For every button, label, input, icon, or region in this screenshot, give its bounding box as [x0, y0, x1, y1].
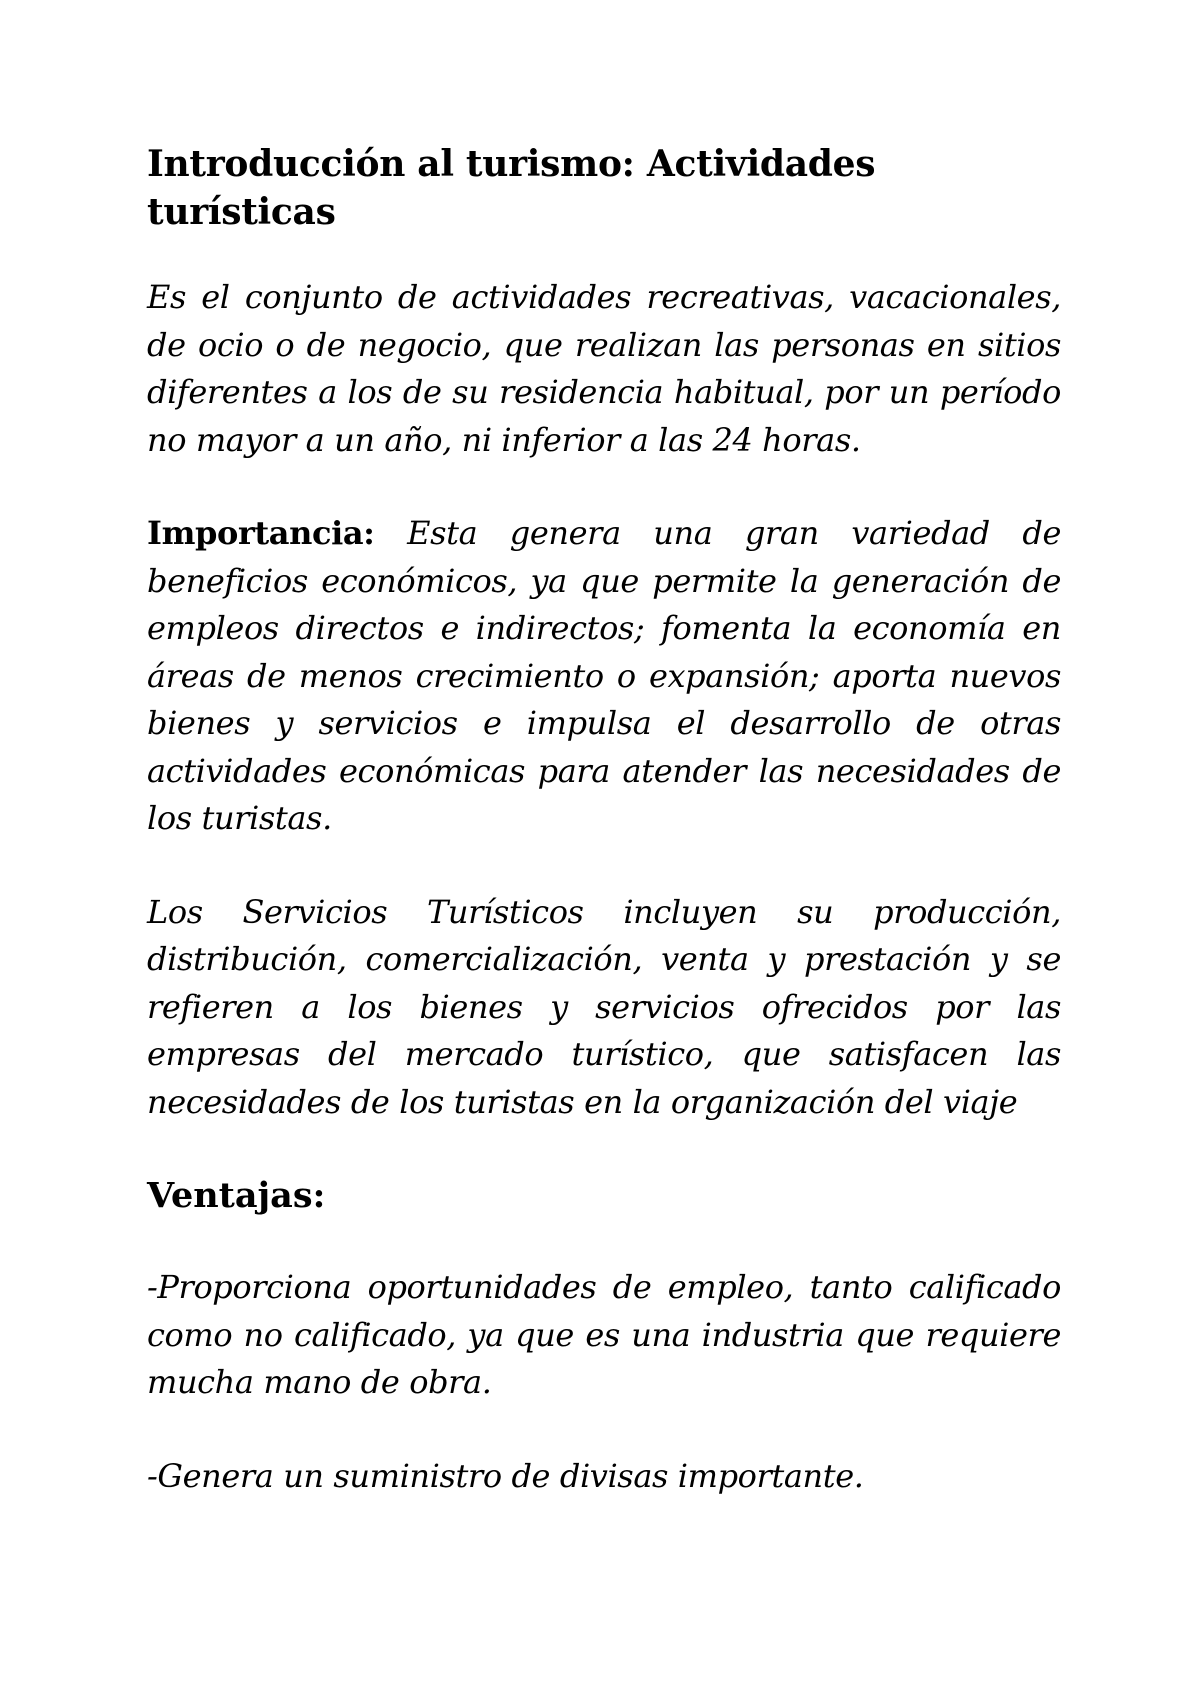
importance-paragraph [147, 510, 1061, 843]
importance-text: Esta genera una gran variedad de beneficios económicos, ya que permite la generación de empleos directos e indirectos; fomenta la economía en áreas de menos crecimiento o expansión; aporta nuevos bienes y servicios e impulsa el desarrollo de otras actividades económicas para atender las necesidades de los turistas. [147, 514, 1062, 837]
definition-paragraph: Es el conjunto de actividades recreativas, vacacionales, de ocio o de negocio, que realizan las personas en sitios diferentes a los de su residencia habitual, por un período no mayor a un año, ni inferior a las 24 horas. [147, 278, 1061, 459]
document-content [147, 140, 1061, 1546]
advantage-item: -Genera un suministro de divisas importante. [147, 1456, 864, 1495]
advantages-heading: Ventajas: [147, 1175, 326, 1216]
advantage-item: -Proporciona oportunidades de empleo, tanto calificado como no calificado, ya que es una industria que requiere mucha mano de obra. [147, 1268, 1061, 1401]
importance-label: Importancia: [147, 514, 375, 552]
services-paragraph: Los Servicios Turísticos incluyen su producción, distribución, comercialización, venta y prestación y se refieren a los bienes y servicios ofrecidos por las empresas del mercado turístico, que satisfacen las necesidades de los turistas en la organización del viaje [147, 892, 1061, 1121]
document-title: Introducción al turismo: Actividades turísticas [147, 143, 876, 233]
